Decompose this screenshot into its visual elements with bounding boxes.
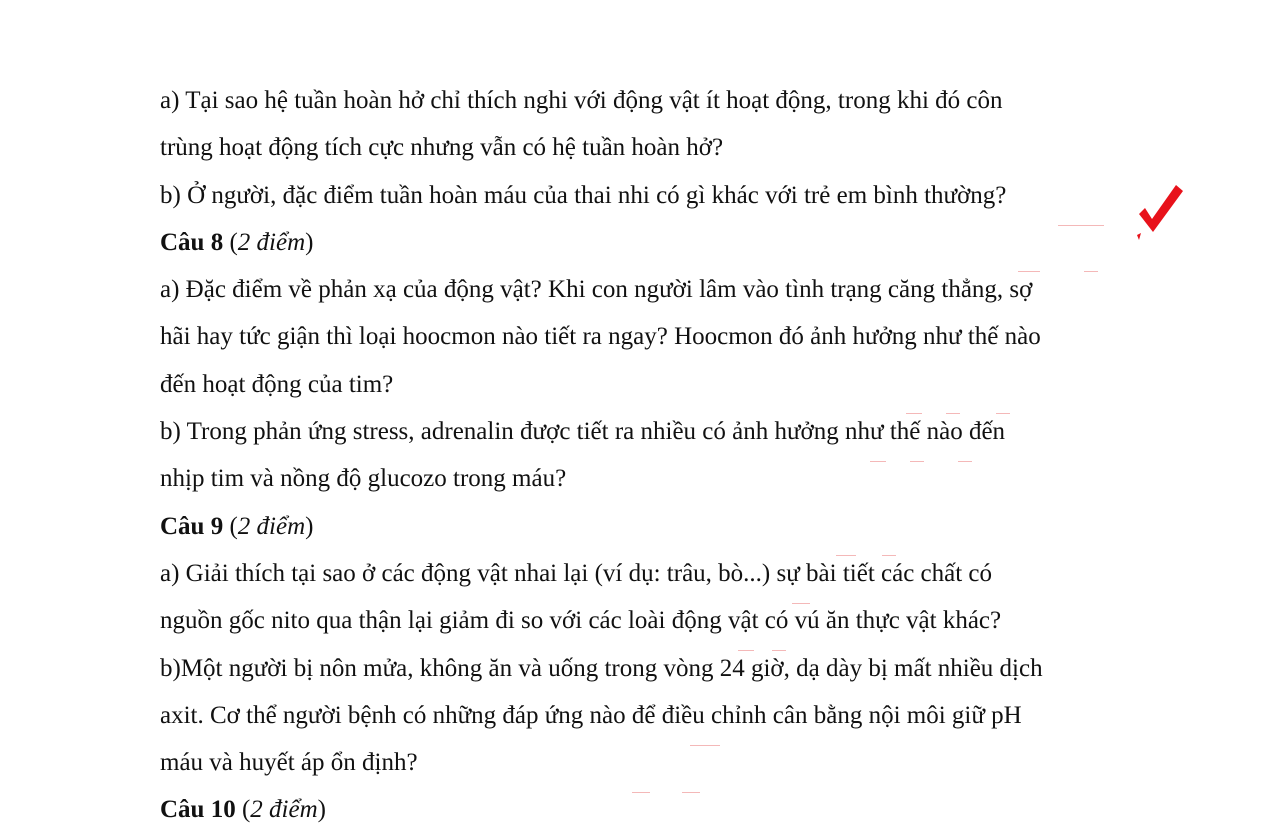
faint-mark <box>836 555 856 556</box>
cau8-a-line2: hãi hay tức giận thì loại hoocmon nào tiết ra ngay? Hoocmon đó ảnh hưởng như thế nào <box>160 323 1041 351</box>
checkmark-tail <box>1137 233 1141 240</box>
faint-mark <box>996 413 1010 414</box>
cau8-a-line3: đến hoạt động của tim? <box>160 370 394 398</box>
cau7-a-line1: a) Tại sao hệ tuần hoàn hở chỉ thích nghi với động vật ít hoạt động, trong khi đó côn <box>160 87 1003 114</box>
cau7-b-line1: b) Ở người, đặc điểm tuần hoàn máu của thai nhi có gì khác với trẻ em bình thường? <box>160 181 1007 209</box>
cau9-title: Câu 9 <box>160 512 224 540</box>
checkmark-icon <box>1132 180 1188 242</box>
faint-mark <box>792 603 810 604</box>
cau10-title: Câu 10 <box>160 796 236 824</box>
cau9-points: 2 điểm <box>237 512 306 540</box>
cau8-a-line1: a) Đặc điểm về phản xạ của động vật? Khi con người lâm vào tình trạng căng thẳng, sợ <box>160 276 1033 304</box>
cau9-b-line1: b)Một người bị nôn mửa, không ăn và uống trong vòng 24 giờ, dạ dày bị mất nhiều dịch <box>160 654 1043 682</box>
cau8-b-line1: b) Trong phản ứng stress, adrenalin được tiết ra nhiều có ảnh hưởng như thế nào đến <box>160 418 1006 446</box>
faint-mark <box>632 792 650 793</box>
faint-mark <box>870 461 886 462</box>
cau10-points: 2 điểm <box>250 796 318 824</box>
faint-mark <box>1018 271 1040 272</box>
cau9-b-line3: máu và huyết áp ổn định? <box>160 749 418 777</box>
cau9-a-line1: a) Giải thích tại sao ở các động vật nhai lại (ví dụ: trâu, bò...) sự bài tiết các chất có <box>160 559 993 587</box>
faint-mark <box>738 650 754 651</box>
cau8-b-line2: nhịp tim và nồng độ glucozo trong máu? <box>160 465 567 493</box>
cau7-a-line2: trùng hoạt động tích cực nhưng vẫn có hệ tuần hoàn hở? <box>160 134 724 162</box>
document-body <box>160 77 1160 834</box>
faint-mark <box>906 413 922 414</box>
faint-mark <box>682 792 700 793</box>
faint-mark <box>958 461 972 462</box>
cau8-title: Câu 8 <box>160 228 224 256</box>
cau9-b-line2: axit. Cơ thể người bệnh có những đáp ứng nào để điều chỉnh cân bằng nội môi giữ pH <box>160 701 1022 729</box>
faint-mark <box>690 745 720 746</box>
faint-mark <box>910 461 924 462</box>
faint-mark <box>1058 225 1104 226</box>
cau10-heading: Câu 10 (2 điểm) <box>160 796 326 824</box>
faint-mark <box>1084 271 1098 272</box>
faint-mark <box>882 555 896 556</box>
cau9-a-line2: nguồn gốc nito qua thận lại giảm đi so với các loài động vật có vú ăn thực vật khác? <box>160 607 1002 635</box>
faint-mark <box>946 413 960 414</box>
faint-mark <box>772 650 786 651</box>
cau9-heading: Câu 9 (2 điểm) <box>160 512 314 540</box>
cau8-heading: Câu 8 (2 điểm) <box>160 228 314 256</box>
cau8-points: 2 điểm <box>237 228 306 256</box>
checkmark-stroke <box>1139 185 1183 232</box>
